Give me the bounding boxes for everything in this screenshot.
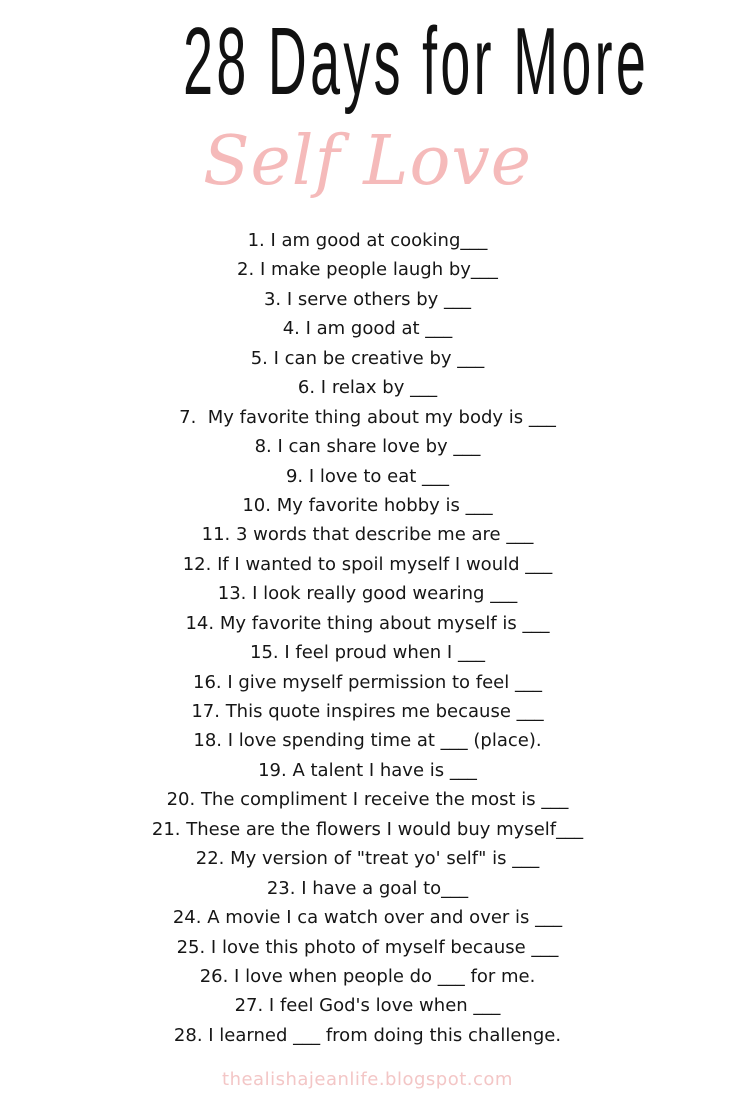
list-item: 20. The compliment I receive the most is ___ (166, 789, 569, 811)
list-item: 1. I am good at cooking___ (247, 230, 488, 251)
prompt-list (0, 226, 735, 1050)
list-item: 28. I learned ___ from doing this challenge. (173, 1024, 562, 1046)
list-item: 15. I feel proud when I ___ (250, 642, 485, 664)
list-item: 16. I give myself permission to feel ___ (193, 671, 542, 693)
list-item: 9. I love to eat ___ (285, 465, 450, 487)
list-item: 3. I serve others by ___ (263, 288, 472, 310)
list-item: 26. I love when people do ___ for me. (199, 965, 536, 987)
list-item: 19. A talent I have is ___ (258, 759, 477, 781)
list-item: 7. My favorite thing about my body is ___ (179, 406, 556, 428)
list-item: 17. This quote inspires me because ___ (191, 701, 544, 722)
list-item: 23. I have a goal to___ (266, 877, 469, 899)
title-text: 28 Days for More (183, 8, 650, 115)
list-item: 2. I make people laugh by___ (237, 259, 498, 281)
list-item: 27. I feel God's love when ___ (234, 995, 501, 1017)
list-item: 14. My favorite thing about myself is ___ (185, 612, 550, 634)
list-item: 13. I look really good wearing ___ (217, 583, 518, 605)
list-item: 4. I am good at ___ (282, 318, 453, 340)
list-item: 10. My favorite hobby is ___ (242, 494, 493, 516)
list-item: 25. I love this photo of myself because ___ (176, 936, 559, 958)
footer-url: thealishajeanlife.blogspot.com (222, 1069, 513, 1090)
list-item: 24. A movie I ca watch over and over is ___ (172, 907, 563, 929)
list-item: 8. I can share love by ___ (254, 436, 481, 458)
list-item: 18. I love spending time at ___ (place). (193, 730, 542, 752)
page-subtitle: Self Love (202, 122, 533, 201)
list-item: 5. I can be creative by ___ (250, 347, 485, 369)
list-item: 21. These are the flowers I would buy myself___ (151, 818, 584, 840)
list-item: 11. 3 words that describe me are ___ (201, 524, 534, 546)
page-title (0, 8, 735, 115)
list-item: 22. My version of "treat yo' self" is ___ (195, 848, 540, 870)
list-item: 6. I relax by ___ (297, 377, 438, 399)
list-item: 12. If I wanted to spoil myself I would ___ (182, 553, 553, 575)
